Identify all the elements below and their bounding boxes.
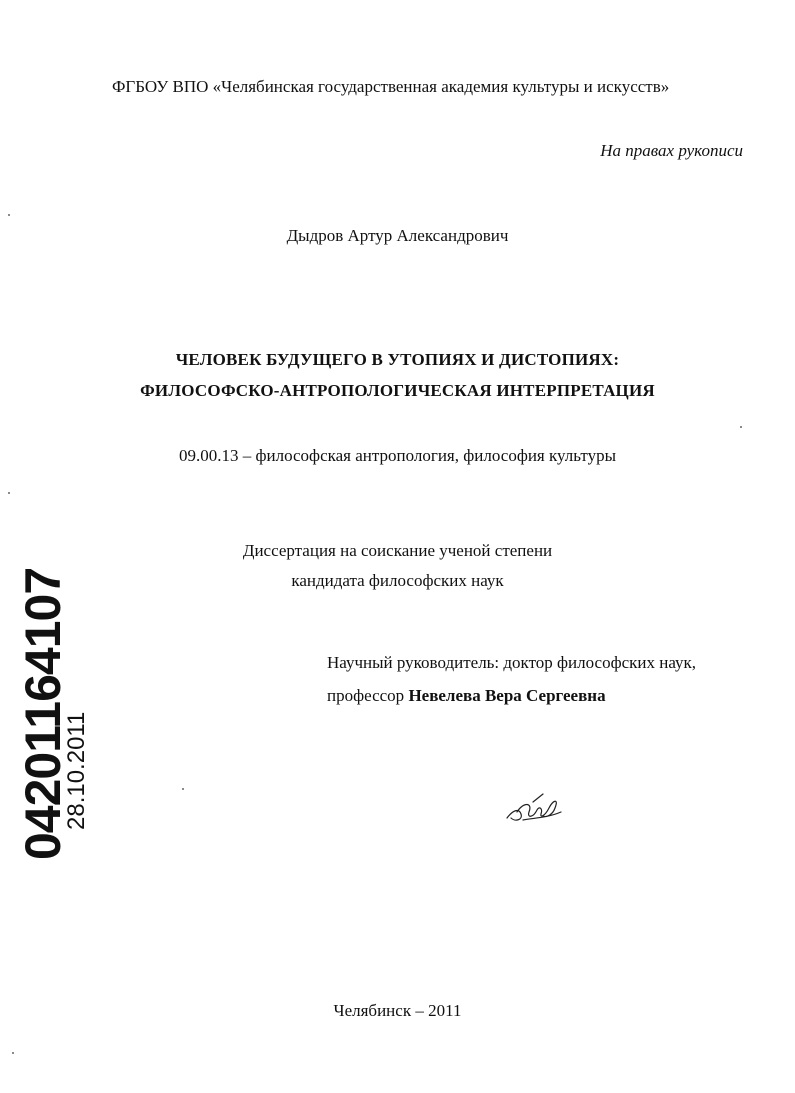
registration-date: 28.10.2011 xyxy=(63,711,90,830)
registration-number: 04201164107 xyxy=(15,567,71,860)
author-name: Дыдров Артур Александрович xyxy=(286,226,509,245)
supervisor-name: Невелева Вера Сергеевна xyxy=(408,686,606,705)
scan-speck xyxy=(740,426,742,428)
scan-speck xyxy=(12,1052,14,1054)
city-year: Челябинск – 2011 xyxy=(333,1001,462,1020)
scan-speck xyxy=(8,214,10,216)
scan-speck xyxy=(8,492,10,494)
dissertation-title-line-1: ЧЕЛОВЕК БУДУЩЕГО В УТОПИЯХ И ДИСТОПИЯХ: xyxy=(175,350,620,369)
supervisor-line-2 xyxy=(327,685,606,707)
dissertation-title-line-2: ФИЛОСОФСКО-АНТРОПОЛОГИЧЕСКАЯ ИНТЕРПРЕТАЦИЯ xyxy=(140,381,655,400)
supervisor-title: профессор xyxy=(327,686,405,705)
supervisor-line-1: Научный руководитель: доктор философских наук, xyxy=(327,653,697,672)
degree-line-1: Диссертация на соискание ученой степени xyxy=(242,541,553,560)
degree-line-2: кандидата философских наук xyxy=(291,571,504,590)
scan-speck xyxy=(182,788,184,790)
manuscript-note: На правах рукописи xyxy=(600,141,743,160)
signature-icon xyxy=(503,788,565,830)
institution-name: ФГБОУ ВПО «Челябинская государственная академия культуры и искусств» xyxy=(112,77,670,96)
specialty-code: 09.00.13 – философская антропология, философия культуры xyxy=(178,446,616,465)
